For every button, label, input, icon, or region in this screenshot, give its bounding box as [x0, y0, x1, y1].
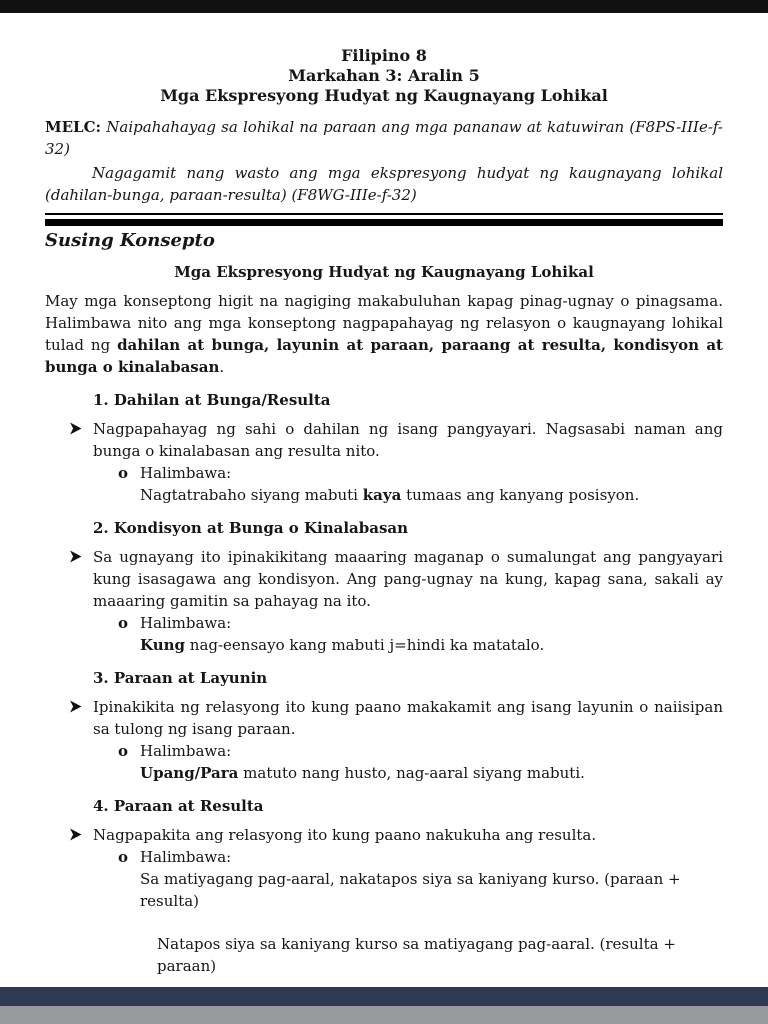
text-run: 1. Dahilan at Bunga/Resulta	[93, 391, 331, 409]
text-run: 2. Kondisyon at Bunga o Kinalabasan	[93, 519, 409, 537]
halimbawa-line	[118, 462, 723, 484]
title-line-lesson: Markahan 3: Aralin 5	[288, 66, 480, 85]
text-run: Halimbawa:	[140, 464, 232, 482]
viewer-top-bar	[0, 0, 768, 13]
text-run: Halimbawa:	[140, 848, 232, 866]
text-run: MELC:	[45, 118, 102, 136]
example-sentence	[140, 868, 723, 912]
text-run: Kung	[140, 636, 186, 654]
example-sentence	[140, 762, 723, 784]
text-run: Sa ugnayang ito ipinakikitang maaaring maganap o sumalungat ang pangyayari kung isasagawa ang kondisyon. Ang pang-ugnay na kung, kapag sana, sakali ay maaaring gamitin sa pahayag na ito.	[93, 548, 723, 610]
viewer-bottom-strip	[0, 1006, 768, 1024]
topic-heading	[45, 261, 723, 283]
objective-paragraph	[45, 162, 723, 206]
title-line-subject: Filipino 8	[341, 46, 427, 65]
text-run: 4. Paraan at Resulta	[93, 797, 264, 815]
text-run: kaya	[362, 486, 402, 504]
document-body	[45, 116, 723, 1024]
text-run: tumaas ang kanyang posisyon.	[401, 486, 640, 504]
text-run: Nagtatrabaho siyang mabuti	[140, 486, 363, 504]
text-run: matuto nang husto, nag-aaral siyang mabuti.	[238, 764, 585, 782]
text-run: Nagagamit nang wasto ang mga ekspresyong hudyat ng kaugnayang lohikal (dahilan-bunga, paraan-resulta) (F8WG-IIIe-f-32)	[45, 164, 723, 204]
bullet-item	[93, 696, 723, 740]
text-run: nag-eensayo kang mabuti j=hindi ka matatalo.	[185, 636, 545, 654]
text-run: Halimbawa:	[140, 614, 232, 632]
halimbawa-line	[118, 846, 723, 868]
key-concept-heading	[45, 229, 723, 253]
numbered-heading	[93, 795, 723, 817]
viewer-bottom-bar	[0, 987, 768, 1006]
text-run: May mga konseptong higit na nagiging makabuluhan kapag pinag-ugnay o pinagsama. Halimbawa nito ang mga konseptong nagpapahayag ng relasyon o kaugnayang lohikal tulad ng	[45, 292, 723, 354]
title-line-topic: Mga Ekspresyong Hudyat ng Kaugnayang Lohikal	[160, 86, 608, 105]
example-sentence	[140, 484, 723, 506]
text-run: Mga Ekspresyong Hudyat ng Kaugnayang Lohikal	[174, 263, 594, 281]
text-run: Nagpapakita ang relasyong ito kung paano nakukuha ang resulta.	[93, 826, 597, 844]
sub-bullet-marker: o	[118, 848, 129, 866]
sub-bullet-marker: o	[118, 742, 129, 760]
document-title	[45, 46, 723, 106]
text-run: Sa matiyagang pag-aaral, nakatapos siya sa kaniyang kurso. (paraan + resulta)	[140, 870, 681, 910]
example-sentence	[140, 634, 723, 656]
indented-example	[157, 933, 723, 977]
halimbawa-line	[118, 612, 723, 634]
sub-bullet-marker: o	[118, 614, 129, 632]
text-run: Susing Konsepto	[45, 230, 215, 251]
paragraph	[45, 290, 723, 378]
text-run: dahilan at bunga, layunin at paraan, paraang at resulta, kondisyon at bunga o kinalabasan	[45, 336, 723, 376]
numbered-heading	[93, 517, 723, 539]
text-run: Halimbawa:	[140, 742, 232, 760]
bullet-item	[93, 418, 723, 462]
text-run: 3. Paraan at Layunin	[93, 669, 268, 687]
numbered-heading	[93, 667, 723, 689]
bullet-item	[93, 546, 723, 612]
arrowhead-right-icon	[69, 828, 82, 841]
bullet-item	[93, 824, 723, 846]
arrowhead-right-icon	[69, 550, 82, 563]
text-run: Upang/Para	[140, 764, 239, 782]
text-run: Natapos siya sa kaniyang kurso sa matiyagang pag-aaral. (resulta + paraan)	[157, 935, 676, 975]
sub-bullet-marker: o	[118, 464, 129, 482]
melc-paragraph	[45, 116, 723, 160]
arrowhead-right-icon	[69, 700, 82, 713]
divider-rule	[45, 213, 723, 226]
halimbawa-line	[118, 740, 723, 762]
numbered-heading	[93, 389, 723, 411]
text-run: Naipahahayag sa lohikal na paraan ang mga pananaw at katuwiran (F8PS-IIIe-f-32)	[45, 118, 723, 158]
text-run: Ipinakikita ng relasyong ito kung paano makakamit ang isang layunin o naiisipan sa tulong ng isang paraan.	[93, 698, 723, 738]
arrowhead-right-icon	[69, 422, 82, 435]
text-run: Nagpapahayag ng sahi o dahilan ng isang pangyayari. Nagsasabi naman ang bunga o kinalabasan ang resulta nito.	[93, 420, 723, 460]
text-run: .	[219, 358, 225, 376]
